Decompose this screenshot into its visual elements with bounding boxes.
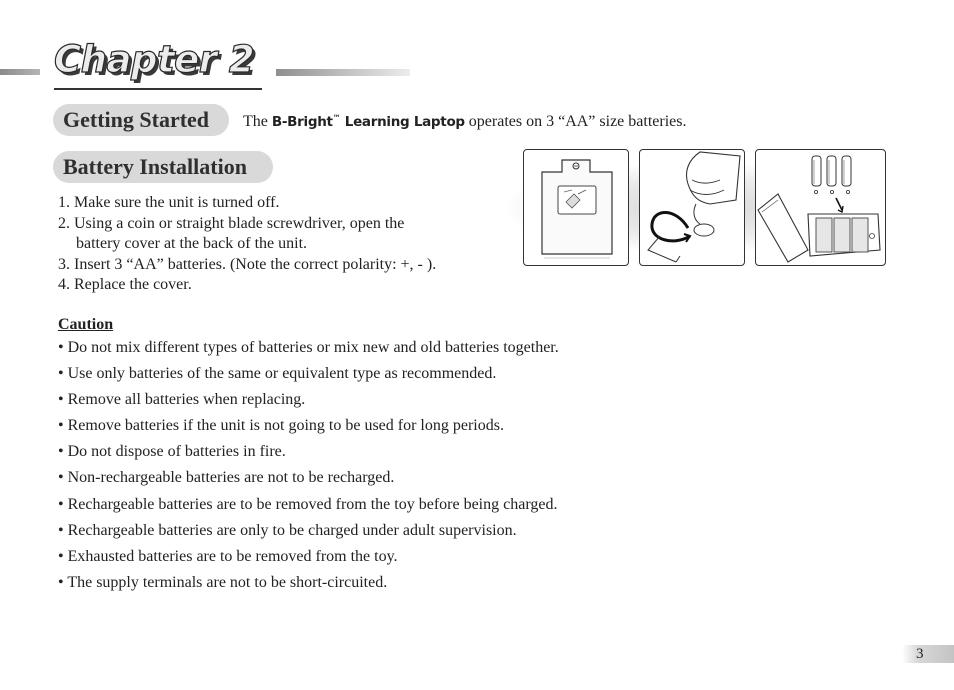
battery-cover-icon [524,150,628,265]
caution-item: • Remove batteries if the unit is not going to be used for long periods. [58,417,504,435]
step-item: 4. Replace the cover. [58,276,192,294]
caution-item: • Do not dispose of batteries in fire. [58,443,286,461]
intro-suffix: operates on 3 “AA” size batteries. [464,113,687,130]
caution-item: • Rechargeable batteries are only to be charged under adult supervision. [58,521,517,539]
screwdriver-illustration [639,149,745,266]
trademark-symbol: ™ [332,113,341,123]
caution-item: • Non-rechargeable batteries are not to be recharged. [58,469,395,487]
caution-item: • Do not mix different types of batteries or mix new and old batteries together. [58,339,559,356]
screwdriver-hand-icon [640,150,744,265]
battery-compartment-illustration [755,149,886,266]
battery-cover-illustration [523,149,629,266]
installation-steps [58,193,436,296]
decorative-right-bar [276,69,410,76]
getting-started-heading: Getting Started [53,104,229,136]
battery-installation-heading: Battery Installation [53,151,273,183]
intro-sentence [243,113,686,131]
caution-heading: Caution [58,316,114,333]
chapter-title-underline [54,88,262,90]
step-item: 2. Using a coin or straight blade screwdriver, open the [58,214,405,232]
intro-prefix: The [243,113,272,130]
caution-item: • Rechargeable batteries are to be removed from the toy before being charged. [58,495,558,513]
page-number: 3 [902,645,954,663]
step-item: battery cover at the back of the unit. [76,235,308,253]
chapter-title: Chapter 2 [54,38,255,81]
caution-item: • Remove all batteries when replacing. [58,391,306,409]
caution-list [58,338,559,599]
product-name: B-Bright™ Learning Laptop [271,113,465,130]
batteries-icon [756,150,885,265]
caution-item: • The supply terminals are not to be short-circuited. [58,573,388,591]
caution-item: • Use only batteries of the same or equivalent type as recommended. [58,365,497,383]
decorative-left-bar [0,69,40,75]
step-item: 1. Make sure the unit is turned off. [58,194,280,211]
step-item: 3. Insert 3 “AA” batteries. (Note the correct polarity: +, - ). [58,255,437,273]
battery-installation-illustrations [505,145,890,270]
caution-item: • Exhausted batteries are to be removed from the toy. [58,547,398,565]
